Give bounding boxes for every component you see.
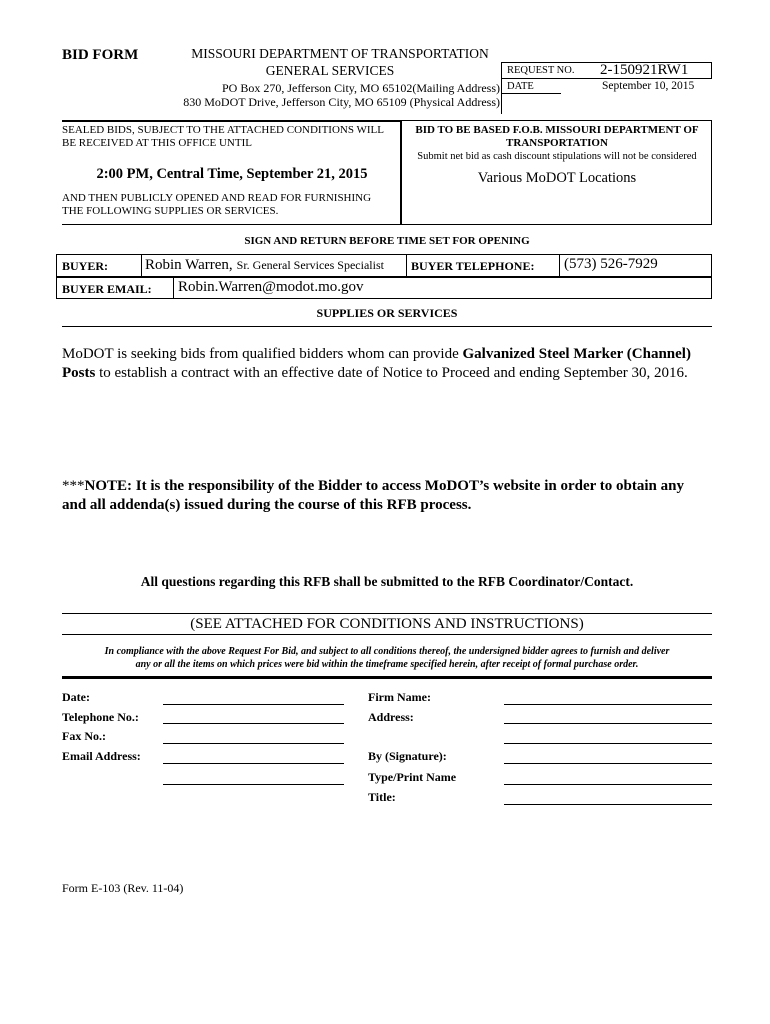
title-label: Title:: [368, 790, 396, 804]
title-line[interactable]: [504, 804, 712, 805]
sealed-bids-text: SEALED BIDS, SUBJECT TO THE ATTACHED CONDITIONS WILL: [62, 124, 384, 136]
firm-name-label: Firm Name:: [368, 690, 431, 704]
opening-text-2: THE FOLLOWING SUPPLIES OR SERVICES.: [62, 205, 279, 217]
request-no-label: REQUEST NO.: [507, 65, 575, 76]
form-number: Form E-103 (Rev. 11-04): [62, 881, 184, 895]
fob-heading: BID TO BE BASED F.O.B. MISSOURI DEPARTMENT OF: [415, 124, 699, 136]
bid-deadline: 2:00 PM, Central Time, September 21, 2015: [96, 166, 368, 182]
date-field-label: Date:: [62, 690, 90, 704]
buyer-email[interactable]: Robin.Warren@modot.mo.gov: [178, 279, 364, 295]
physical-address: 830 MoDOT Drive, Jefferson City, MO 65109 (Physical Address): [183, 95, 500, 109]
compliance-text: In compliance with the above Request For Bid, and subject to all conditions thereof, the undersigned bidder agrees to furnish and deliver: [104, 646, 670, 657]
address-line-2[interactable]: [504, 743, 712, 744]
request-no-value: 2-150921RW1: [600, 62, 689, 78]
opening-text: AND THEN PUBLICLY OPENED AND READ FOR FURNISHING: [62, 192, 372, 204]
delivery-location: Various MoDOT Locations: [477, 170, 637, 186]
department-division: GENERAL SERVICES: [265, 63, 395, 78]
bid-description: [62, 345, 712, 383]
buyer-label: BUYER:: [62, 259, 109, 273]
buyer-telephone: (573) 526-7929: [564, 256, 658, 272]
mailing-address: PO Box 270, Jefferson City, MO 65102(Mailing Address): [222, 81, 500, 95]
date-label: DATE: [507, 81, 534, 92]
addenda-note: [62, 477, 712, 515]
description-text: MoDOT is seeking bids from qualified bidders whom can provide: [62, 346, 463, 362]
note-stars: ***: [62, 478, 85, 494]
fob-heading-2: TRANSPORTATION: [506, 137, 608, 149]
buyer-name: Robin Warren,: [145, 257, 233, 273]
description-text-2: to establish a contract with an effective date of Notice to Proceed and ending September 30, 2016.: [95, 365, 688, 381]
telephone-field-label: Telephone No.:: [62, 710, 139, 724]
fax-field-line[interactable]: [163, 743, 344, 744]
date-value: September 10, 2015: [602, 80, 695, 92]
telephone-field-line[interactable]: [163, 723, 344, 724]
department-name: MISSOURI DEPARTMENT OF TRANSPORTATION: [191, 46, 489, 61]
date-field-line[interactable]: [163, 704, 344, 705]
note-text: NOTE: It is the responsibility of the Bidder to access MoDOT’s website in order to obtain any: [84, 478, 684, 494]
note-text-2: and all addenda(s) issued during the course of this RFB process.: [62, 497, 472, 513]
print-name-label: Type/Print Name: [368, 770, 457, 784]
product-name-cont: Posts: [62, 365, 96, 381]
buyer-email-row: [56, 277, 712, 299]
email-field-label: Email Address:: [62, 749, 141, 763]
buyer-title: Sr. General Services Specialist: [236, 258, 384, 272]
compliance-text-2: any or all the items on which prices were bid within the timeframe specified herein, after receipt of formal purchase order.: [135, 659, 639, 670]
address-label: Address:: [368, 710, 414, 724]
fax-field-label: Fax No.:: [62, 729, 106, 743]
address-line[interactable]: [504, 723, 712, 724]
buyer-telephone-label: BUYER TELEPHONE:: [411, 259, 535, 273]
buyer-email-label: BUYER EMAIL:: [62, 282, 152, 296]
attached-conditions: (SEE ATTACHED FOR CONDITIONS AND INSTRUCTIONS): [190, 616, 584, 632]
print-name-line[interactable]: [504, 784, 712, 785]
fob-note: Submit net bid as cash discount stipulations will not be considered: [417, 151, 697, 162]
supplies-heading: SUPPLIES OR SERVICES: [316, 306, 458, 320]
signature-label: By (Signature):: [368, 749, 447, 763]
email-field-line[interactable]: [163, 763, 344, 764]
signature-line[interactable]: [504, 763, 712, 764]
bid-form-title: BID FORM: [62, 47, 139, 63]
buyer-name-line: [145, 256, 384, 274]
sealed-bids-text-2: BE RECEIVED AT THIS OFFICE UNTIL: [62, 137, 252, 149]
sign-return-heading: SIGN AND RETURN BEFORE TIME SET FOR OPENING: [244, 235, 530, 247]
questions-note: All questions regarding this RFB shall be submitted to the RFB Coordinator/Contact.: [140, 574, 634, 589]
email-field-line-2[interactable]: [163, 784, 344, 785]
product-name: Galvanized Steel Marker (Channel): [462, 346, 691, 362]
firm-name-line[interactable]: [504, 704, 712, 705]
